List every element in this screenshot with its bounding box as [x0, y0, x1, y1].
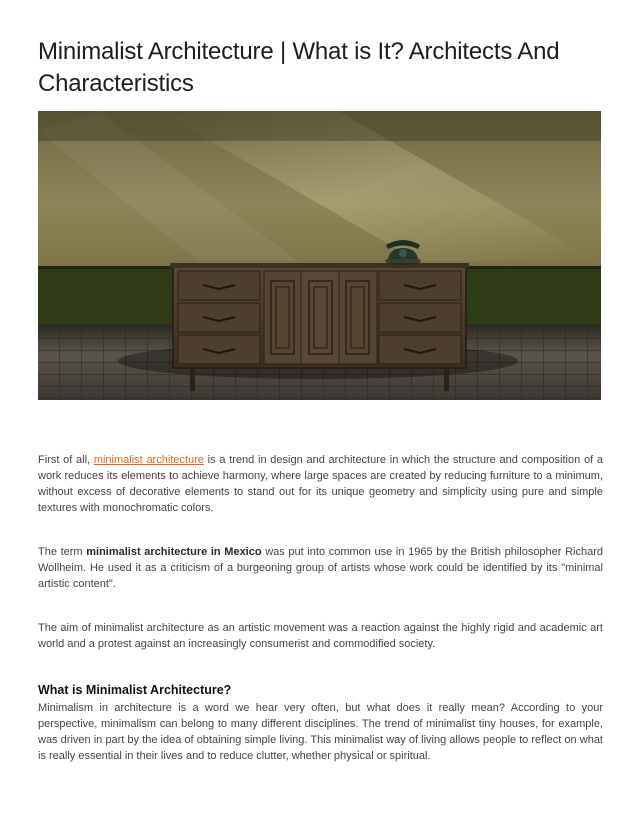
history-paragraph — [38, 544, 603, 592]
intro-paragraph — [38, 452, 603, 516]
minimalist-architecture-link[interactable]: minimalist architecture — [93, 454, 204, 466]
intro-text-start: First of all, — [38, 454, 94, 466]
definition-paragraph: Minimalism in architecture is a word we hear very often, but what does it really mean? According to your perspective, minimalism can belong to many different disciplines. The trend of minimalist tiny houses, for example, was driven in part by the idea of obtaining simple living. This minimalist way of living allows people to reflect on what is really essential in their lives and to reduce clutter, whether physical or spiritual. — [38, 702, 603, 762]
aim-paragraph: The aim of minimalist architecture as an artistic movement was a reaction against the highly rigid and academic art world and a protest against an increasingly consumerist and commodified society. — [38, 622, 603, 650]
history-bold-term: minimalist architecture in Mexico — [86, 546, 262, 558]
intro-text-end: is a trend in design and architecture in which the structure and composition of a work reduces its elements to achieve harmony, where large spaces are created by reducing furniture to a minimum, without excess of decorative elements to stand out for its unique geometry and simplicity using pure and simple textures with monochromatic colors. — [38, 454, 603, 514]
section-heading: What is Minimalist Architecture? — [38, 683, 232, 697]
history-text-end: was put into common use in 1965 by the British philosopher Richard Wollheim. He used it as a criticism of a burgeoning group of artists whose work could be identified by its "minimal artistic content". — [38, 546, 603, 590]
article-title: Minimalist Architecture | What is It? Architects And Characteristics — [38, 38, 560, 97]
history-text-start: The term — [38, 546, 87, 558]
hero-image — [38, 111, 601, 400]
